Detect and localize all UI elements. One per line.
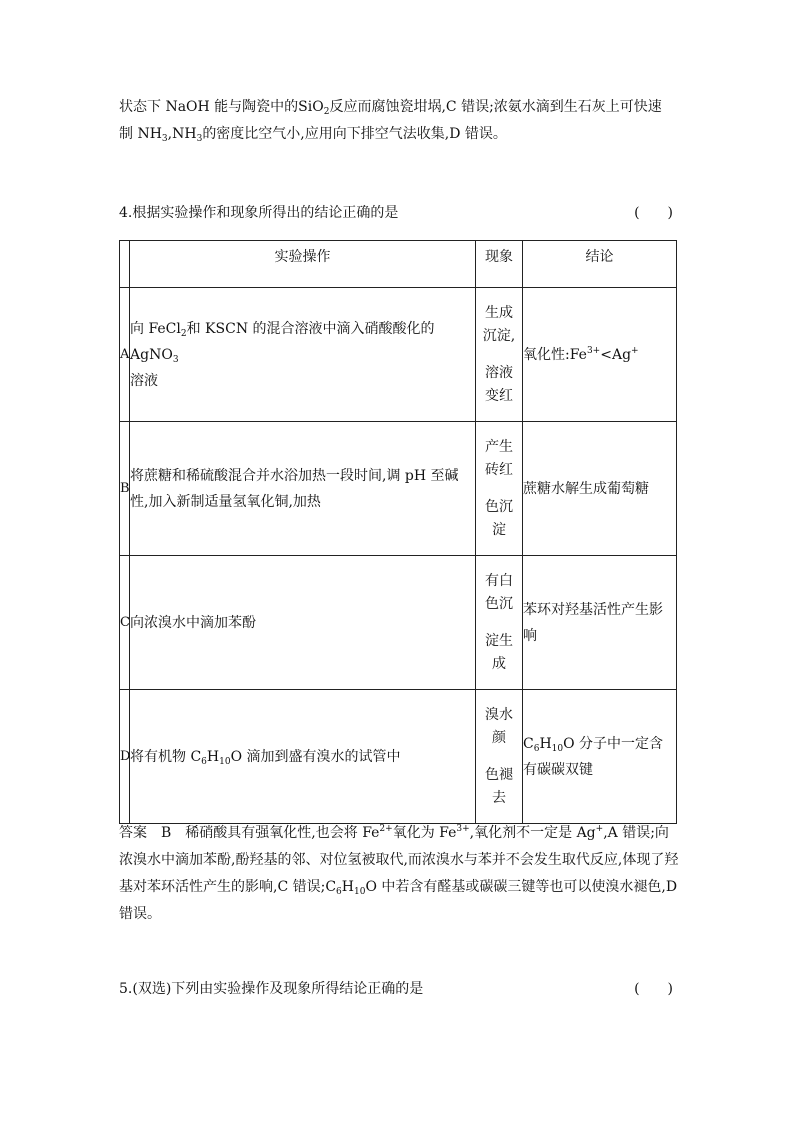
option-letter: A [120, 288, 130, 422]
header-conclusion: 结论 [523, 241, 677, 288]
question-4-text: 4.根据实验操作和现象所得出的结论正确的是 [119, 205, 399, 221]
table-row [120, 556, 677, 690]
table-row [120, 288, 677, 422]
question-4-answer-explanation: 答案 B 稀硝酸具有强氧化性,也会将 $Fe^{2+}$氧化为 $Fe^{3+}$,氧化剂不一定是 Ag+,A 错误;向浓溴水中滴加苯酚,酚羟基的邻、对位氢被取代,而浓溴水与苯并不会发生取代反应,体现了羟基对苯环活性产生的影响,C 错误$;C_6H_{10}O$ 中若含有醛基或碳碳三键等也可以使溴水褪色,D 错误。 [119, 824, 679, 922]
phenomenon-cell: 生成 沉淀, 溶液 变红 [476, 288, 523, 422]
header-blank-cell [120, 241, 130, 288]
table-row [120, 422, 677, 556]
question-4-answer-bracket: ( ) [634, 205, 673, 221]
operation-cell: 将有机物 $C_6H_{10}O$ 滴加到盛有溴水的试管中 [130, 690, 476, 824]
table-row [120, 690, 677, 824]
option-letter: D [120, 690, 130, 824]
experiment-table [119, 240, 677, 824]
operation-cell: 将蔗糖和稀硫酸混合并水浴加热一段时间,调 pH 至碱性,加入新制适量氢氧化铜,加热 [130, 422, 476, 556]
question-5-answer-bracket: ( ) [634, 981, 673, 997]
question-4-stem [119, 202, 675, 226]
header-phenomenon: 现象 [476, 241, 523, 288]
question-5-stem [119, 978, 675, 1002]
option-letter: B [120, 422, 130, 556]
conclusion-cell: $C_6H_{10}O$ 分子中一定含有碳碳双键 [523, 690, 677, 824]
conclusion-cell: 蔗糖水解生成葡萄糖 [523, 422, 677, 556]
question-5-text: 5.(双选)下列由实验操作及现象所得结论正确的是 [119, 981, 424, 997]
option-letter: C [120, 556, 130, 690]
operation-cell: 向浓溴水中滴加苯酚 [130, 556, 476, 690]
conclusion-cell: 氧化性$:Fe^{3+}<Ag^+$ [523, 288, 677, 422]
previous-answer-continuation: 状态下 NaOH 能与陶瓷中的SiO$_2$反应而腐蚀瓷坩埚,C 错误;浓氨水滴到生石灰上可快速 制 $NH_3,NH_3$的密度比空气小,应用向下排空气法收集,D 错误。 [119, 99, 662, 144]
header-operation: 实验操作 [130, 241, 476, 288]
phenomenon-cell: 有白 色沉 淀生 成 [476, 556, 523, 690]
conclusion-cell: 苯环对羟基活性产生影响 [523, 556, 677, 690]
table-header-row [120, 241, 677, 288]
phenomenon-cell: 产生 砖红 色沉 淀 [476, 422, 523, 556]
operation-cell: 向 FeCl$_2$和 KSCN 的混合溶液中滴入硝酸酸化的AgNO$_3$ 溶液 [130, 288, 476, 422]
phenomenon-cell: 溴水 颜 色褪 去 [476, 690, 523, 824]
